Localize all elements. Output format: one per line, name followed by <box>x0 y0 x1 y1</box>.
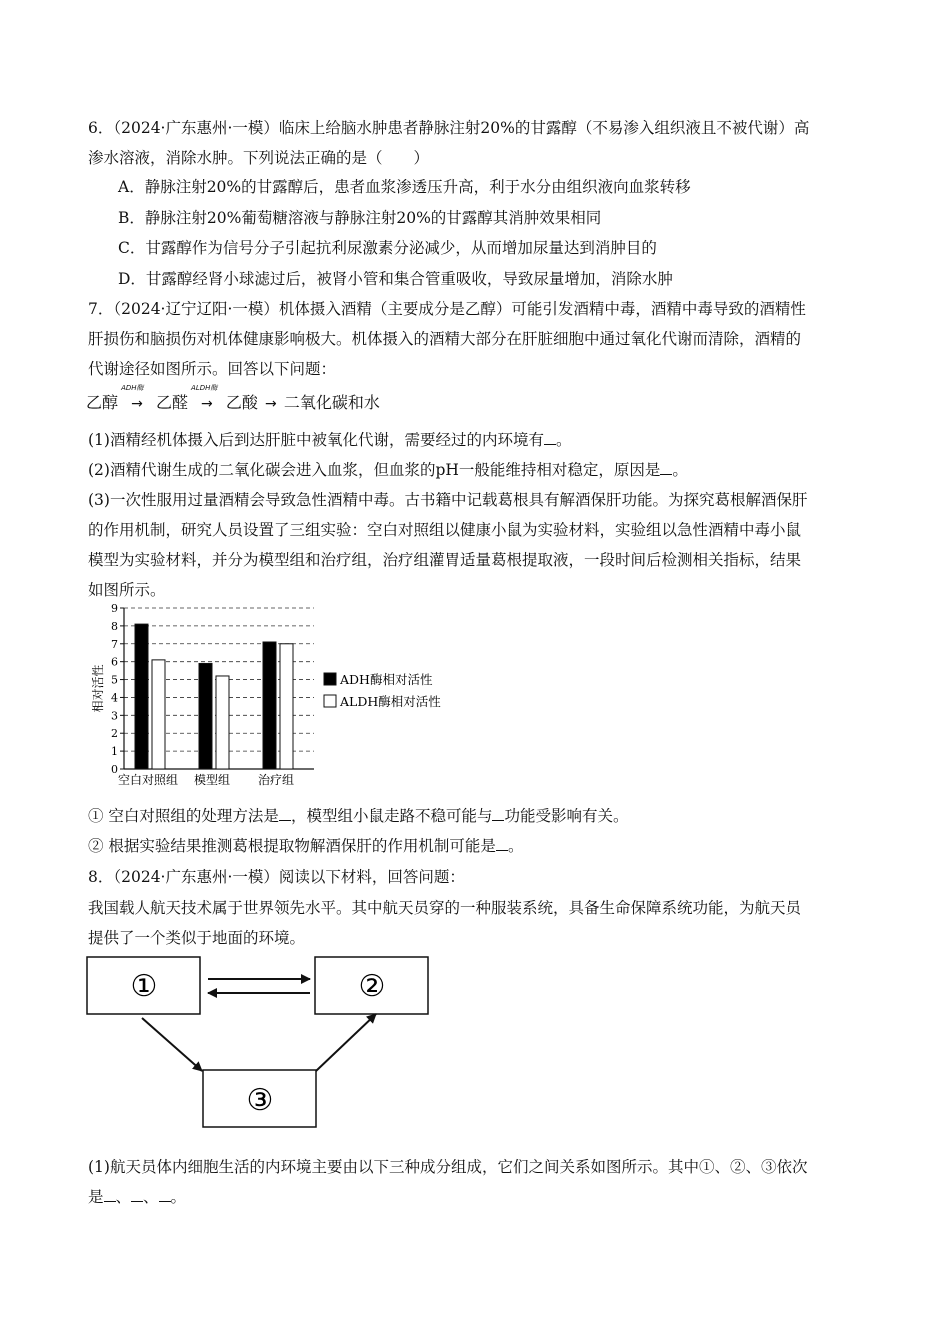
bar-aldh <box>152 660 165 769</box>
q8-material-line2: 提供了一个类似于地面的环境。 <box>88 929 306 947</box>
y-tick-label: 1 <box>111 745 118 759</box>
y-tick-label: 4 <box>111 691 118 705</box>
q8-sub1-line1: (1)航天员体内细胞生活的内环境主要由以下三种成分组成，它们之间关系如图所示。其中①、②、③依次 <box>88 1158 808 1176</box>
pathway-acetaldehyde: 乙醛 <box>155 393 188 412</box>
y-tick-label: 9 <box>111 602 118 615</box>
q7-sub3-line1: (3)一次性服用过量酒精会导致急性酒精中毒。古书籍中记载葛根具有解酒保肝功能。为探究葛根解酒保肝 <box>88 491 808 509</box>
q7-sub3-line2: 的作用机制，研究人员设置了三组实验：空白对照组以健康小鼠为实验材料，实验组以急性酒精中毒小鼠 <box>88 521 802 539</box>
diagram-label-3: ③ <box>246 1083 274 1118</box>
q7-sub2: (2)酒精代谢生成的二氧化碳会进入血浆，但血浆的pH一般能维持相对稳定，原因是 。 <box>88 461 688 479</box>
pathway-co2-water: 二氧化碳和水 <box>283 393 380 412</box>
q7-stem-line3: 代谢途径如图所示。回答以下问题： <box>88 360 337 378</box>
metabolic-pathway <box>86 384 380 413</box>
arrow-3-to-2 <box>316 1014 376 1071</box>
q6-stem-line1: 6．（2024·广东惠州·一模）临床上给脑水肿患者静脉注射20%的甘露醇（不易渗入组织液且不被代谢）高 <box>88 119 810 137</box>
y-tick-label: 5 <box>111 673 118 687</box>
diagram-label-1: ① <box>130 969 158 1004</box>
y-tick-label: 0 <box>111 763 118 776</box>
q6-option-b[interactable]: B．静脉注射20%葡萄糖溶液与静脉注射20%的甘露醇其消肿效果相同 <box>118 209 602 227</box>
x-tick-label: 空白对照组 <box>117 773 179 787</box>
answer-blank[interactable] <box>104 1187 116 1202</box>
answer-blank[interactable] <box>131 1187 143 1202</box>
answer-blank[interactable] <box>159 1187 171 1202</box>
q6-stem-line2: 渗水溶液，消除水肿。下列说法正确的是（ ） <box>88 149 430 167</box>
q8-stem: 8．（2024·广东惠州·一模）阅读以下材料，回答问题： <box>88 868 465 886</box>
y-axis-label: 相对活性 <box>91 664 105 713</box>
legend-label: ALDH酶相对活性 <box>340 694 441 709</box>
answer-blank[interactable] <box>660 460 672 475</box>
y-tick-label: 6 <box>111 655 118 669</box>
bar-adh <box>263 642 276 769</box>
y-tick-label: 8 <box>111 619 118 633</box>
legend-label: ADH酶相对活性 <box>340 672 433 687</box>
answer-blank[interactable] <box>496 836 508 851</box>
pathway-arrow-2: ALDH酶 → <box>191 384 218 412</box>
q6-option-c[interactable]: C．甘露醇作为信号分子引起抗利尿激素分泌减少，从而增加尿量达到消肿目的 <box>118 239 657 257</box>
q7-sub3-line4: 如图所示。 <box>88 581 166 599</box>
diagram-label-2: ② <box>358 969 386 1004</box>
legend-swatch <box>324 673 336 685</box>
pathway-arrow-3: → <box>264 396 277 412</box>
bar-aldh <box>216 676 229 769</box>
q8-sub1-line2: 是 、 、 。 <box>88 1188 187 1206</box>
pathway-arrow-1: ADH酶 → <box>121 384 144 412</box>
q7-stem-line2: 肝损伤和脑损伤对机体健康影响极大。机体摄入的酒精大部分在肝脏细胞中通过氧化代谢而清除，酒精的 <box>88 330 802 348</box>
arrow-1-to-3 <box>142 1018 202 1071</box>
y-tick-label: 7 <box>111 637 118 651</box>
pathway-acetic-acid: 乙酸 <box>225 393 258 412</box>
bar-adh <box>199 663 212 769</box>
y-tick-label: 2 <box>111 727 118 741</box>
q8-material-line1: 我国载人航天技术属于世界领先水平。其中航天员穿的一种服装系统，具备生命保障系统功能，为航天员 <box>88 899 802 917</box>
q6-option-d[interactable]: D．甘露醇经肾小球滤过后，被肾小管和集合管重吸收，导致尿量增加，消除水肿 <box>118 270 673 288</box>
x-tick-label: 治疗组 <box>257 773 295 787</box>
answer-blank[interactable] <box>492 806 504 821</box>
answer-blank[interactable] <box>279 806 291 821</box>
q7-c1: ① 空白对照组的处理方法是 ，模型组小鼠走路不稳可能与 功能受影响有关。 <box>88 807 629 825</box>
pathway-enzyme-aldh: ALDH酶 <box>191 384 218 392</box>
q6-option-a[interactable]: A．静脉注射20%的甘露醇后，患者血浆渗透压升高，利于水分由组织液向血浆转移 <box>118 178 691 196</box>
bar-adh <box>135 624 148 769</box>
enzyme-activity-bar-chart <box>88 598 468 794</box>
q7-sub3-line3: 模型为实验材料，并分为模型组和治疗组，治疗组灌胃适量葛根提取液，一段时间后检测相关指标，结果 <box>88 551 802 569</box>
bar-aldh <box>280 644 293 769</box>
pathway-ethanol: 乙醇 <box>86 393 119 412</box>
legend-swatch <box>324 695 336 707</box>
x-tick-label: 模型组 <box>193 773 231 787</box>
q7-sub1: (1)酒精经机体摄入后到达肝脏中被氧化代谢，需要经过的内环境有 。 <box>88 431 572 449</box>
pathway-enzyme-adh: ADH酶 <box>121 384 144 392</box>
q7-c2: ② 根据实验结果推测葛根提取物解酒保肝的作用机制可能是 。 <box>88 837 524 855</box>
q7-stem-line1: 7．（2024·辽宁辽阳·一模）机体摄入酒精（主要成分是乙醇）可能引发酒精中毒，酒精中毒导致的酒精性 <box>88 300 806 318</box>
y-tick-label: 3 <box>111 709 118 723</box>
body-fluid-diagram <box>84 954 434 1130</box>
answer-blank[interactable] <box>544 430 556 445</box>
